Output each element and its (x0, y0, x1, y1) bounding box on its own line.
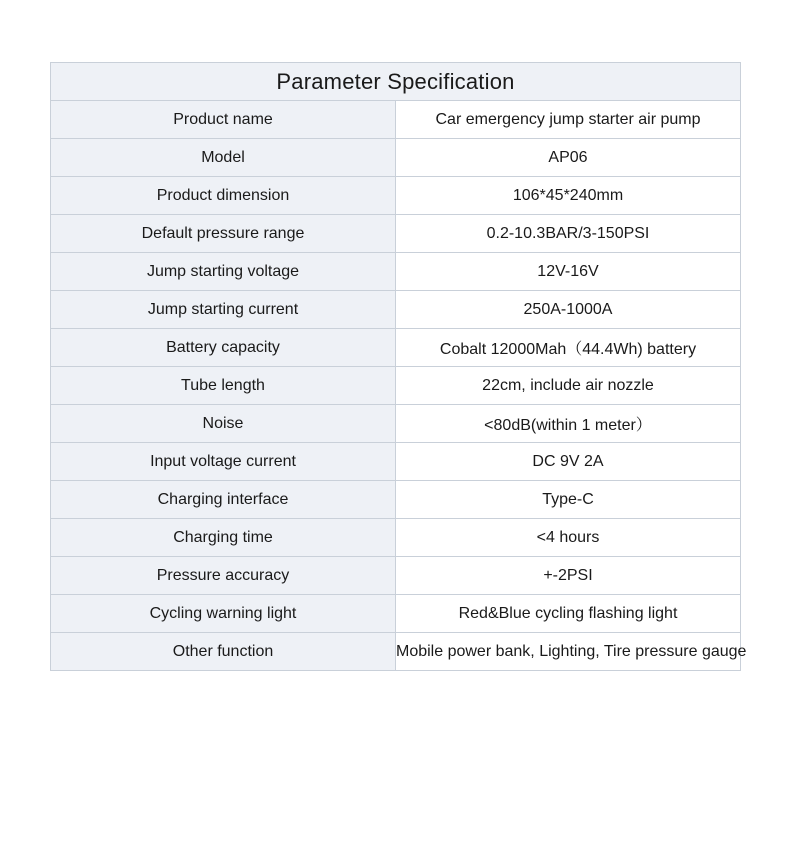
row-value: <4 hours (396, 519, 741, 557)
row-label: Jump starting current (51, 291, 396, 329)
table-row (51, 329, 741, 367)
row-value: 106*45*240mm (396, 177, 741, 215)
row-label: Cycling warning light (51, 595, 396, 633)
row-value: 12V-16V (396, 253, 741, 291)
table-row (51, 177, 741, 215)
row-value: 22cm, include air nozzle (396, 367, 741, 405)
table-row (51, 139, 741, 177)
table-row (51, 595, 741, 633)
table-title: Parameter Specification (51, 63, 741, 101)
table-row (51, 557, 741, 595)
table-row (51, 367, 741, 405)
row-label: Jump starting voltage (51, 253, 396, 291)
table-row (51, 291, 741, 329)
row-label: Input voltage current (51, 443, 396, 481)
table-row (51, 101, 741, 139)
table-row (51, 253, 741, 291)
row-label: Noise (51, 405, 396, 443)
row-value: AP06 (396, 139, 741, 177)
row-label: Default pressure range (51, 215, 396, 253)
row-label: Tube length (51, 367, 396, 405)
row-label: Charging interface (51, 481, 396, 519)
row-label: Product dimension (51, 177, 396, 215)
table-title-row (51, 63, 741, 101)
table-row (51, 481, 741, 519)
row-value: Type-C (396, 481, 741, 519)
row-value: Car emergency jump starter air pump (396, 101, 741, 139)
row-value: 0.2-10.3BAR/3-150PSI (396, 215, 741, 253)
row-label: Battery capacity (51, 329, 396, 367)
row-label: Other function (51, 633, 396, 671)
row-label: Model (51, 139, 396, 177)
table-row (51, 443, 741, 481)
row-value: Mobile power bank, Lighting, Tire pressure gauge (396, 633, 741, 671)
row-label: Product name (51, 101, 396, 139)
table-row (51, 405, 741, 443)
row-value: Cobalt 12000Mah（44.4Wh) battery (396, 329, 741, 367)
table-row (51, 633, 741, 671)
row-value: DC 9V 2A (396, 443, 741, 481)
row-label: Pressure accuracy (51, 557, 396, 595)
row-value: Red&Blue cycling flashing light (396, 595, 741, 633)
row-value: 250A-1000A (396, 291, 741, 329)
row-label: Charging time (51, 519, 396, 557)
row-value: +-2PSI (396, 557, 741, 595)
table-row (51, 519, 741, 557)
parameter-specification-table (50, 62, 747, 671)
table-row (51, 215, 741, 253)
row-value: <80dB(within 1 meter） (396, 405, 741, 443)
